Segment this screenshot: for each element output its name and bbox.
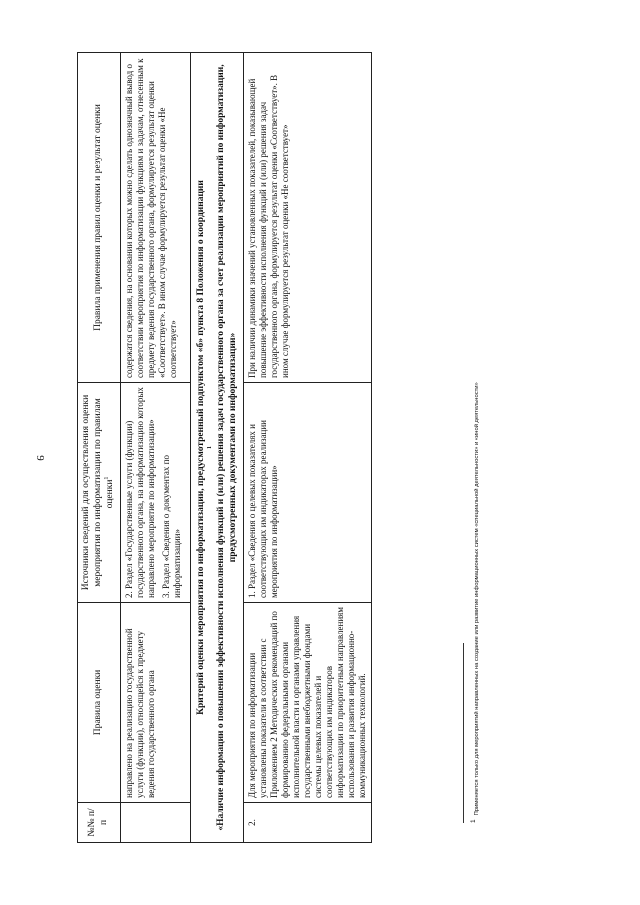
footnote-mark: 1: [470, 818, 477, 823]
header-sources: Источники сведений для осуществления оценки мероприятия по информатизации по правилам оценки$^1$: [78, 382, 121, 602]
sources-cell: [243, 382, 371, 602]
footnote-ref: 1: [104, 476, 111, 480]
criterion-title: Критерий оценки мероприятия по информатизации, предусмотренный подпунктом «б» пункта 8 Положения о координации 1: [195, 59, 215, 836]
criterion-row: [190, 52, 243, 842]
rule-cell: Для мероприятия по информатизации установлены показатели в соответствии с Приложением 2 Методических рекомендаций по формированию федеральными органами исполнительной власти и органами управления государственными внебюджетными фондами системы целевых показателей и соответствующих им индикаторов информатизации по приоритетным направлениям использования и развития информационно-коммуникационных технологий.: [243, 602, 371, 802]
footnote-divider: [463, 643, 464, 823]
page-number: 9: [34, 455, 46, 461]
table-row: [120, 52, 190, 842]
table-header-row: [78, 52, 121, 842]
result-cell: содержатся сведения, на основании которых можно сделать однозначный вывод о соответствии мероприятия по информатизации функциям и задачам, отнесенным к предмету ведения государственного органа, формулируется результат оценки «Соответствует». В ином случае формулируется результат оценки «Не соответствует»: [120, 52, 190, 382]
evaluation-rules-table: [77, 52, 372, 843]
footnote-ref: 1: [206, 445, 213, 449]
row-number: 2.: [243, 802, 371, 842]
rotated-page-content: [77, 43, 563, 863]
footnote-text: Применяется только для мероприятий направленных на создание или развитие информационных систем «специальной деятельности» и «иной деятельности»: [473, 381, 480, 815]
row-number: [120, 802, 190, 842]
rule-cell: направлено на реализацию государственной услуги (функции), относящейся к предмету ведения государственного органа: [120, 602, 190, 802]
header-application: Правила применения правил оценки и результат оценки: [78, 52, 121, 382]
source-item: 2. Раздел «Государственные услуги (функции) государственного органа, на информатизацию которых направлено мероприятие по информатизации»: [123, 386, 156, 598]
criterion-subtitle: «Наличие информации о повышении эффективности исполнения функций и (или) решения задач государственного органа за счет реализации мероприятий по информатизации, предусмотренных документами по информатизации»: [215, 63, 238, 831]
source-item: 1. Раздел «Сведения о целевых показателях и соответствующих им индикаторах реализации мероприятия по информатизации»: [246, 419, 279, 598]
header-number: №№ п/п: [78, 802, 121, 842]
table-row: [243, 52, 371, 842]
footnote: [470, 63, 480, 823]
sources-cell: [120, 382, 190, 602]
source-item: 3. Раздел «Сведения о документах по информатизации»: [160, 454, 182, 598]
header-rules: Правила оценки: [78, 602, 121, 802]
result-cell: При наличии динамики значений установленных показателей, показывающей повышение эффективности исполнения функций и (или) решения задач государственного органа, формулируется результат оценки «Соответствует». В ином случае формулируется результат оценки «Не соответствует»: [243, 52, 371, 382]
criterion-cell: [190, 52, 243, 842]
